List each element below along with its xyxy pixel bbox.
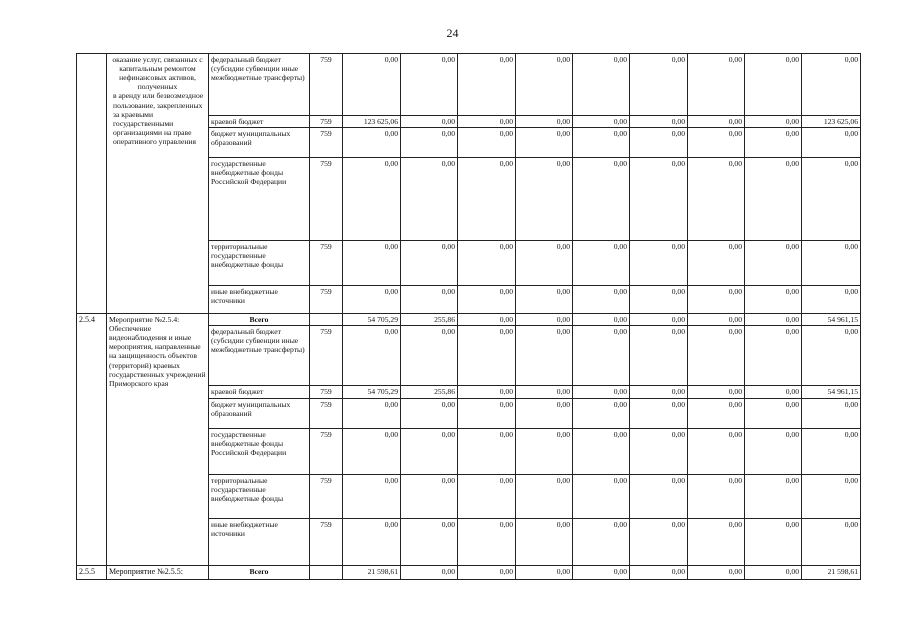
value-cell: 0,00 [573,286,630,314]
value-cell: 0,00 [401,429,458,475]
value-cell: 0,00 [573,429,630,475]
description-cell: Мероприятие №2.5.5: [107,566,209,580]
code-cell: 759 [310,399,343,429]
value-cell: 0,00 [516,326,573,386]
value-cell: 0,00 [458,158,516,241]
value-cell: 0,00 [745,286,802,314]
code-cell [310,314,343,326]
value-cell: 21 598,61 [343,566,401,580]
value-cell: 0,00 [401,128,458,158]
section-number-cell [77,54,107,314]
value-cell: 0,00 [630,54,688,116]
value-cell: 54 961,15 [802,386,861,399]
value-cell: 0,00 [630,386,688,399]
value-cell: 0,00 [516,429,573,475]
value-cell: 0,00 [516,314,573,326]
value-cell: 0,00 [745,54,802,116]
funding-source-cell: бюджет муниципальных образований [209,128,310,158]
funding-source-cell: краевой бюджет [209,386,310,399]
description-cell [107,54,209,314]
value-cell: 0,00 [745,566,802,580]
value-cell: 255,86 [401,314,458,326]
value-cell: 0,00 [745,399,802,429]
code-cell: 759 [310,475,343,519]
value-cell: 0,00 [745,116,802,128]
value-cell: 0,00 [343,286,401,314]
value-cell: 0,00 [573,116,630,128]
value-cell: 0,00 [458,241,516,286]
value-cell: 0,00 [401,54,458,116]
value-cell: 0,00 [745,128,802,158]
value-cell: 0,00 [516,566,573,580]
value-cell: 0,00 [802,128,861,158]
value-cell: 0,00 [688,286,745,314]
funding-source-cell: федеральный бюджет (субсидии субвенции иные межбюджетные трансферты) [209,54,310,116]
value-cell: 0,00 [458,116,516,128]
value-cell: 0,00 [458,54,516,116]
value-cell: 0,00 [516,286,573,314]
value-cell: 54 961,15 [802,314,861,326]
value-cell: 0,00 [458,286,516,314]
value-cell: 0,00 [458,566,516,580]
value-cell: 0,00 [573,519,630,566]
code-cell: 759 [310,158,343,241]
value-cell: 0,00 [516,116,573,128]
funding-source-cell: федеральный бюджет (субсидии субвенции иные межбюджетные трансферты) [209,326,310,386]
value-cell: 0,00 [573,566,630,580]
funding-source-cell: бюджет муниципальных образований [209,399,310,429]
total-label-cell: Всего [209,566,310,580]
funding-source-cell: территориальные государственные внебюджетные фонды [209,475,310,519]
value-cell: 21 598,61 [802,566,861,580]
value-cell: 123 625,06 [802,116,861,128]
value-cell: 0,00 [343,326,401,386]
value-cell: 0,00 [688,326,745,386]
value-cell: 0,00 [802,429,861,475]
value-cell: 0,00 [630,475,688,519]
code-cell: 759 [310,116,343,128]
value-cell: 0,00 [688,241,745,286]
value-cell: 0,00 [343,399,401,429]
value-cell: 0,00 [630,326,688,386]
funding-source-cell: государственные внебюджетные фонды Российской Федерации [209,158,310,241]
section-number-cell: 2.5.4 [77,314,107,566]
value-cell: 0,00 [401,519,458,566]
code-cell [310,566,343,580]
funding-source-cell: государственные внебюджетные фонды Российской Федерации [209,429,310,475]
value-cell: 0,00 [630,429,688,475]
value-cell: 0,00 [516,519,573,566]
value-cell: 0,00 [802,54,861,116]
value-cell: 0,00 [745,158,802,241]
value-cell: 0,00 [516,399,573,429]
table-row [77,314,861,326]
value-cell: 0,00 [343,475,401,519]
value-cell: 0,00 [630,128,688,158]
value-cell: 0,00 [458,475,516,519]
value-cell: 0,00 [343,519,401,566]
value-cell: 0,00 [516,128,573,158]
value-cell: 0,00 [688,128,745,158]
value-cell: 0,00 [630,314,688,326]
value-cell: 0,00 [688,386,745,399]
value-cell: 0,00 [745,386,802,399]
value-cell: 0,00 [802,475,861,519]
value-cell: 0,00 [745,475,802,519]
total-label-cell: Всего [209,314,310,326]
value-cell: 0,00 [802,326,861,386]
description-cell [107,314,209,566]
value-cell: 0,00 [630,566,688,580]
value-cell: 0,00 [630,519,688,566]
value-cell: 0,00 [458,326,516,386]
code-cell: 759 [310,386,343,399]
table-row [77,54,861,116]
value-cell: 0,00 [745,314,802,326]
value-cell: 0,00 [688,475,745,519]
value-cell: 0,00 [573,399,630,429]
value-cell: 0,00 [688,519,745,566]
value-cell: 0,00 [458,399,516,429]
value-cell: 0,00 [802,286,861,314]
code-cell: 759 [310,326,343,386]
funding-source-cell: территориальные государственные внебюджетные фонды [209,241,310,286]
value-cell: 0,00 [573,158,630,241]
value-cell: 0,00 [343,241,401,286]
value-cell: 0,00 [401,116,458,128]
funding-source-cell: краевой бюджет [209,116,310,128]
funding-source-cell: иные внебюджетные источники [209,286,310,314]
value-cell: 0,00 [458,314,516,326]
description-body: в аренду или безвозмездное пользование, закрепленных за краевыми государственными организациями на праве оперативного управления [113,91,204,146]
value-cell: 0,00 [688,158,745,241]
value-cell: 0,00 [343,54,401,116]
value-cell: 0,00 [573,241,630,286]
value-cell: 255,86 [401,386,458,399]
page-number: 24 [446,26,459,40]
code-cell: 759 [310,128,343,158]
value-cell: 0,00 [745,429,802,475]
value-cell: 0,00 [630,286,688,314]
value-cell: 0,00 [343,429,401,475]
value-cell: 0,00 [401,566,458,580]
value-cell: 0,00 [745,326,802,386]
value-cell: 0,00 [745,241,802,286]
value-cell: 0,00 [401,475,458,519]
value-cell: 0,00 [630,241,688,286]
value-cell: 0,00 [458,128,516,158]
value-cell: 0,00 [458,429,516,475]
value-cell: 0,00 [516,54,573,116]
value-cell: 123 625,06 [343,116,401,128]
value-cell: 0,00 [802,519,861,566]
value-cell: 0,00 [688,399,745,429]
value-cell: 0,00 [516,386,573,399]
value-cell: 0,00 [573,475,630,519]
value-cell: 0,00 [343,158,401,241]
value-cell: 0,00 [630,116,688,128]
code-cell: 759 [310,286,343,314]
table-row [77,566,861,580]
description-body: Мероприятие №2.5.4: Обеспечение видеонаблюдения и иные мероприятия, направленные на защищенность объектов (территорий) краевых государственных учреждений Приморского края [109,315,206,388]
value-cell: 0,00 [630,399,688,429]
value-cell: 0,00 [401,286,458,314]
value-cell: 54 705,29 [343,386,401,399]
section-number-cell: 2.5.5 [77,566,107,580]
value-cell: 0,00 [573,128,630,158]
value-cell: 0,00 [458,386,516,399]
value-cell: 0,00 [802,241,861,286]
value-cell: 0,00 [688,116,745,128]
value-cell: 0,00 [688,314,745,326]
value-cell: 0,00 [688,429,745,475]
value-cell: 0,00 [401,326,458,386]
description-first-line: оказание услуг, связанных с капитальным ремонтом нефинансовых активов, полученных [112,55,203,92]
funding-source-cell: иные внебюджетные источники [209,519,310,566]
value-cell: 54 705,29 [343,314,401,326]
value-cell: 0,00 [688,54,745,116]
code-cell: 759 [310,54,343,116]
value-cell: 0,00 [688,566,745,580]
value-cell: 0,00 [573,54,630,116]
value-cell: 0,00 [458,519,516,566]
value-cell: 0,00 [573,386,630,399]
value-cell: 0,00 [401,241,458,286]
code-cell: 759 [310,241,343,286]
value-cell: 0,00 [630,158,688,241]
value-cell: 0,00 [516,158,573,241]
value-cell: 0,00 [802,158,861,241]
value-cell: 0,00 [401,158,458,241]
value-cell: 0,00 [745,519,802,566]
value-cell: 0,00 [401,399,458,429]
code-cell: 759 [310,429,343,475]
value-cell: 0,00 [573,326,630,386]
value-cell: 0,00 [343,128,401,158]
value-cell: 0,00 [516,241,573,286]
budget-table [76,53,861,580]
value-cell: 0,00 [802,399,861,429]
value-cell: 0,00 [573,314,630,326]
code-cell: 759 [310,519,343,566]
value-cell: 0,00 [516,475,573,519]
